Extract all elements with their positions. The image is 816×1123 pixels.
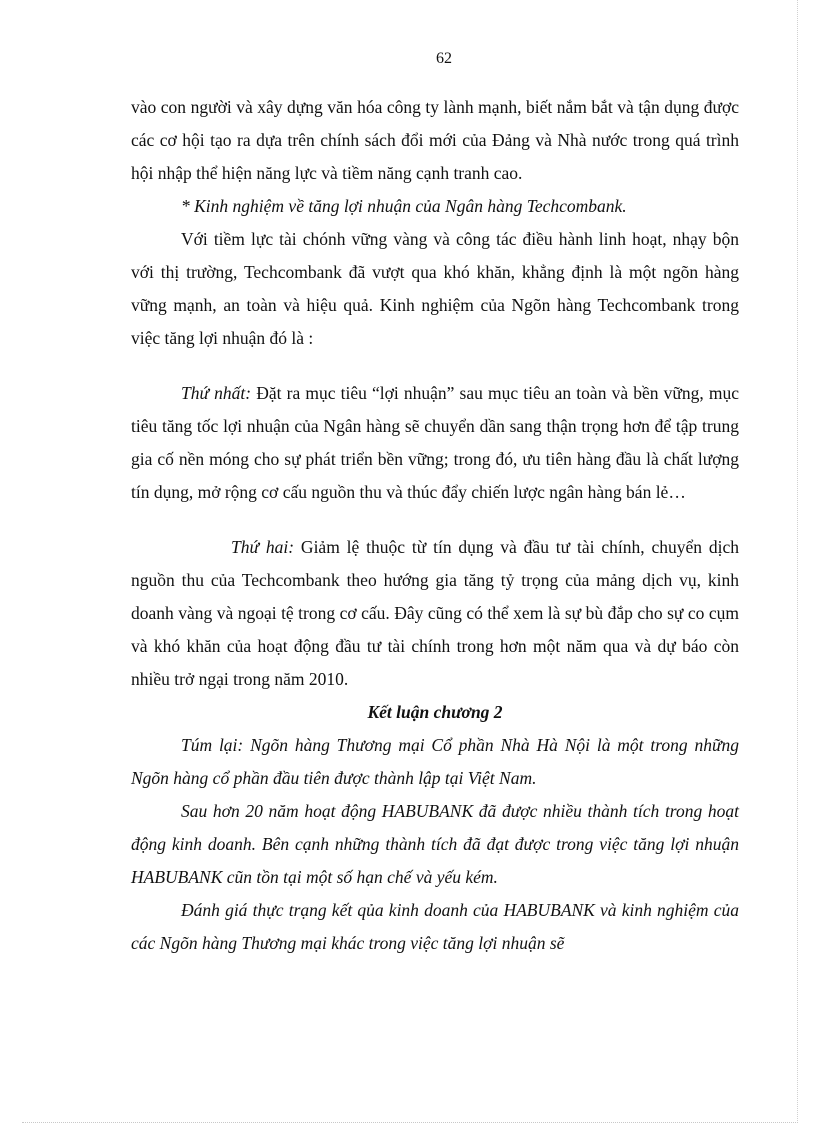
- paragraph-first-lesson: [131, 377, 739, 509]
- document-body: [131, 91, 739, 960]
- first-lesson-label: Thứ nhất:: [181, 383, 252, 403]
- paragraph-gap: [131, 509, 739, 531]
- page-edge-right: [797, 0, 798, 1123]
- second-lesson-label: Thứ hai:: [231, 537, 295, 557]
- paragraph-achievements: Sau hơn 20 năm hoạt động HABUBANK đã được nhiều thành tích trong hoạt động kinh doanh. Bên cạnh những thành tích đã đạt được trong việc tăng lợi nhuận HABUBANK cũn tồn tại một số hạn chế và yếu kém.: [131, 801, 739, 887]
- chapter-conclusion-heading: Kết luận chương 2: [367, 702, 503, 722]
- paragraph-techcombank-intro: Với tiềm lực tài chónh vững vàng và công tác điều hành linh hoạt, nhạy bộn với thị trường, Techcombank đã vượt qua khó khăn, khẳng định là một ngõn hàng vững mạnh, an toàn và hiệu quả. Kinh nghiệm của Ngõn hàng Techcombank trong việc tăng lợi nhuận đó là :: [131, 229, 739, 348]
- paragraph-summary: Túm lại: Ngõn hàng Thương mại Cổ phần Nhà Hà Nội là một trong những Ngõn hàng cổ phần đầu tiên được thành lập tại Việt Nam.: [131, 735, 739, 788]
- paragraph-evaluation: Đánh giá thực trạng kết qủa kinh doanh của HABUBANK và kinh nghiệm của các Ngõn hàng Thương mại khác trong việc tăng lợi nhuận sẽ: [131, 900, 739, 953]
- first-lesson-text: Đặt ra mục tiêu “lợi nhuận” sau mục tiêu an toàn và bền vững, mục tiêu tăng tốc lợi nhuận của Ngân hàng sẽ chuyển dần sang thận trọng hơn để tập trung gia cố nền móng cho sự phát triển bền vững; trong đó, ưu tiên hàng đầu là chất lượng tín dụng, mở rộng cơ cấu nguồn thu và thúc đẩy chiến lược ngân hàng bán lẻ…: [131, 383, 739, 502]
- paragraph-second-lesson: [131, 531, 739, 696]
- page-number: 62: [436, 50, 452, 67]
- paragraph-techcombank-heading: * Kinh nghiệm về tăng lợi nhuận của Ngân hàng Techcombank.: [181, 196, 627, 216]
- second-lesson-text: Giảm lệ thuộc từ tín dụng và đầu tư tài chính, chuyển dịch nguồn thu của Techcombank theo hướng gia tăng tỷ trọng của mảng dịch vụ, kinh doanh vàng và ngoại tệ trong cơ cấu. Đây cũng có thể xem là sự bù đắp cho sự co cụm và khó khăn của hoạt động đầu tư tài chính trong hơn một năm qua và dự báo còn nhiều trở ngại trong năm 2010.: [131, 537, 739, 689]
- paragraph-gap: [131, 355, 739, 377]
- paragraph-culture: vào con người và xây dựng văn hóa công ty lành mạnh, biết nắm bắt và tận dụng được các cơ hội tạo ra dựa trên chính sách đổi mới của Đảng và Nhà nước trong quá trình hội nhập thể hiện năng lực và tiềm năng cạnh tranh cao.: [131, 97, 739, 183]
